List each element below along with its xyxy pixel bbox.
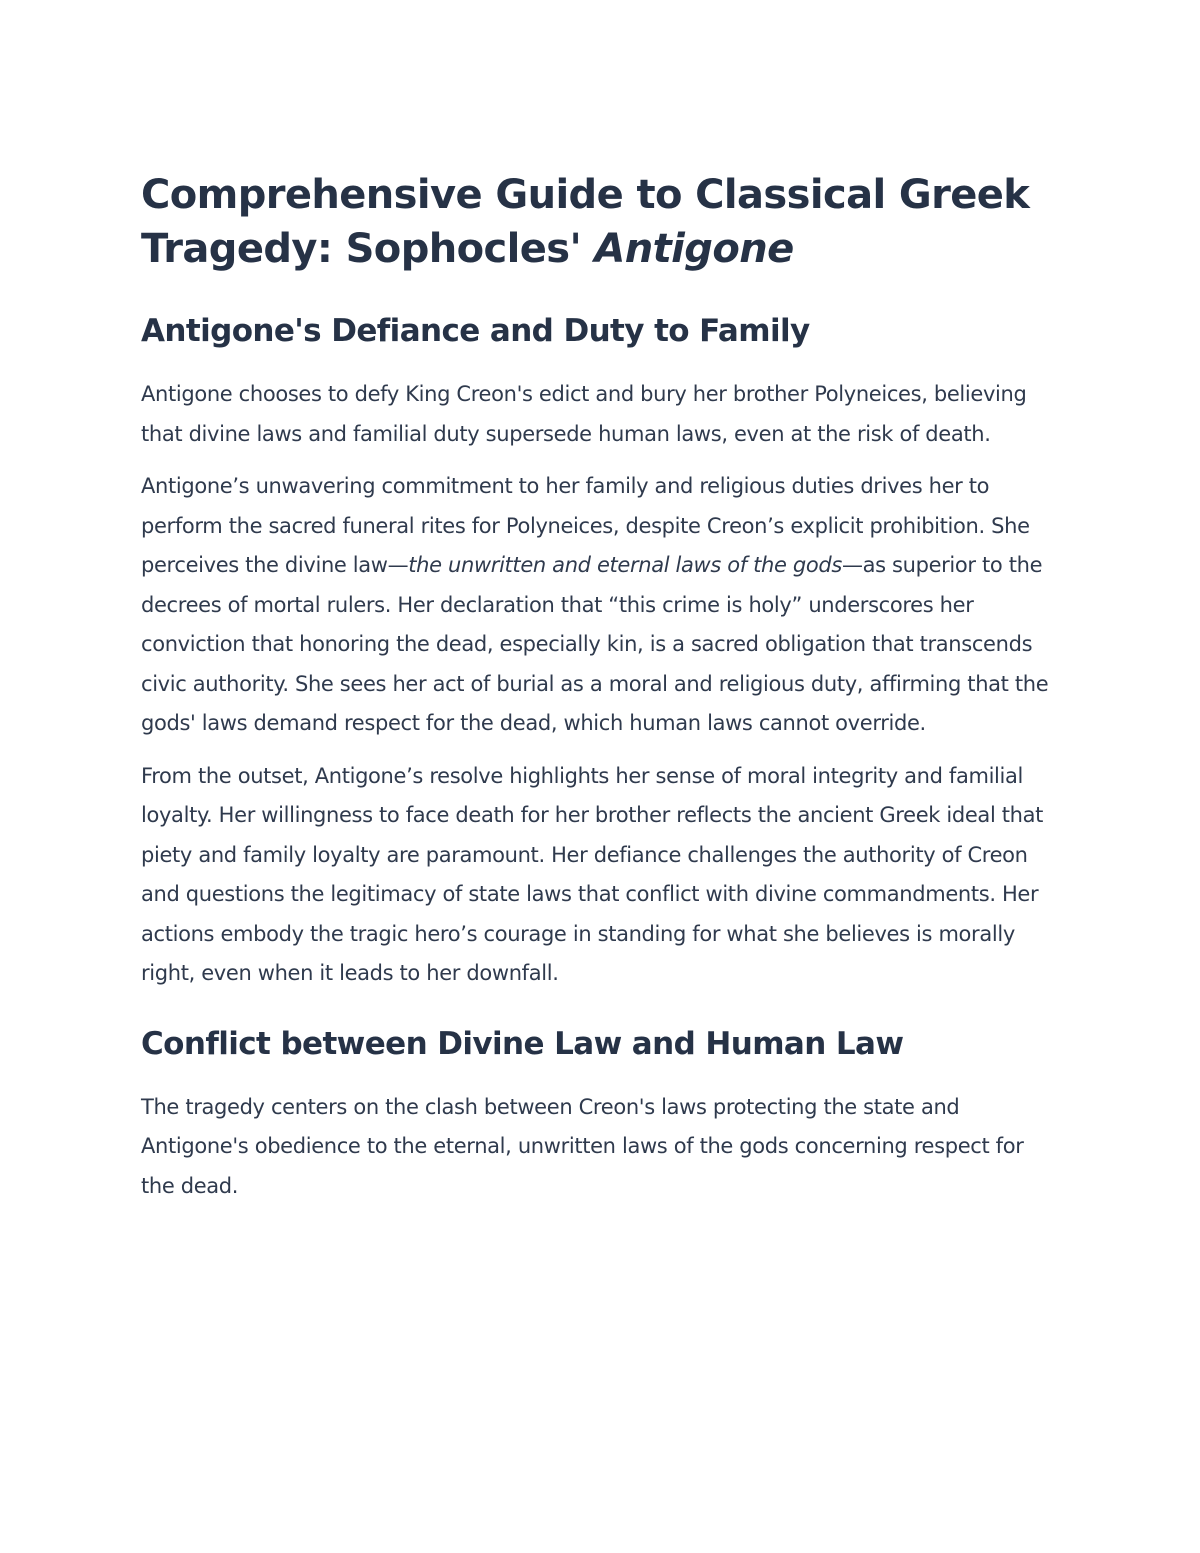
paragraph-text: —as superior to the decrees of mortal rulers. Her declaration that “this crime is holy” underscores her conviction that honoring the dead, especially kin, is a sacred obligation that transcends civic authority. She sees her act of burial as a moral and religious duty, affirming that the gods' laws demand respect for the dead, which human laws cannot override. — [141, 553, 1049, 735]
section-paragraph — [141, 467, 1061, 744]
section-paragraph: Antigone chooses to defy King Creon's edict and bury her brother Polyneices, believing that divine laws and familial duty supersede human laws, even at the risk of death. — [141, 382, 1027, 446]
paragraph-emphasis: the unwritten and eternal laws of the gods — [408, 553, 842, 577]
title-main-text: Comprehensive Guide to Classical Greek Tragedy: Sophocles' — [141, 172, 1030, 272]
section-heading: Conflict between Divine Law and Human Law — [141, 1025, 904, 1062]
document-title — [141, 168, 1061, 276]
title-italic-text: Antigone — [594, 226, 794, 272]
section-paragraph: From the outset, Antigone’s resolve highlights her sense of moral integrity and familial loyalty. Her willingness to face death for her brother reflects the ancient Greek ideal that piety and family loyalty are paramount. Her defiance challenges the authority of Creon and questions the legitimacy of state laws that conflict with divine commandments. Her actions embody the tragic hero’s courage in standing for what she believes is morally right, even when it leads to her downfall. — [141, 763, 1044, 985]
section-paragraph: The tragedy centers on the clash between Creon's laws protecting the state and Antigone's obedience to the eternal, unwritten laws of the gods concerning respect for the dead. — [141, 1094, 1024, 1198]
document-page — [141, 168, 1061, 1206]
section-heading: Antigone's Defiance and Duty to Family — [141, 313, 810, 349]
paragraph-text: Antigone’s unwavering commitment to her family and religious duties drives her to perform the sacred funeral rites for Polyneices, despite Creon’s explicit prohibition. She perceives the divine law— — [141, 474, 1030, 577]
